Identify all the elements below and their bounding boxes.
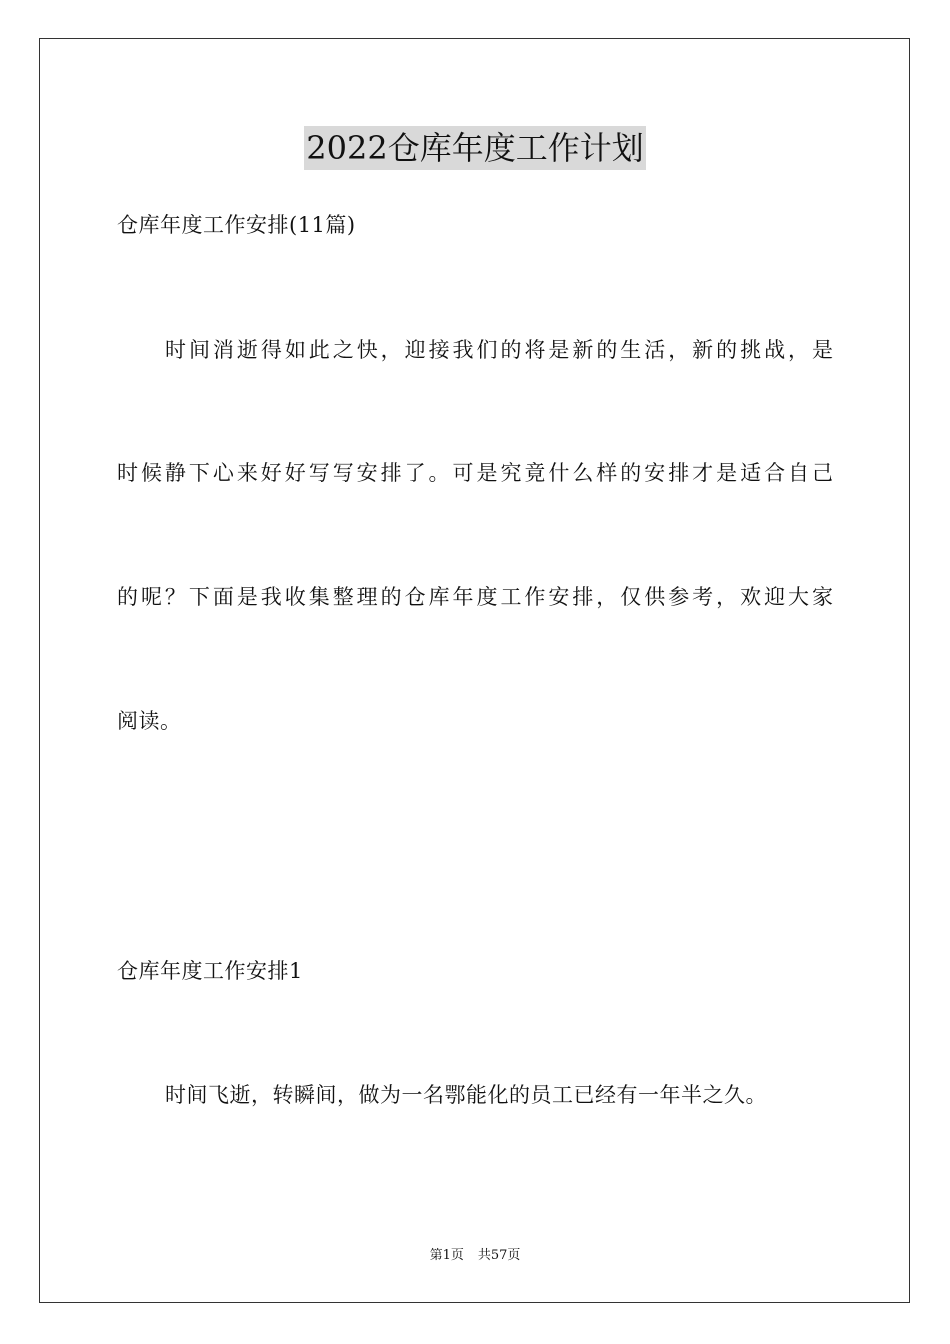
intro-line-3: 的呢？下面是我收集整理的仓库年度工作安排，仅供参考，欢迎大家 <box>117 585 833 609</box>
section-first-line: 时间飞逝，转瞬间，做为一名鄂能化的员工已经有一年半之久。 <box>165 1083 767 1107</box>
section-heading: 仓库年度工作安排1 <box>117 959 303 983</box>
intro-line-2: 时候静下心来好好写写安排了。可是究竟什么样的安排才是适合自己 <box>117 461 833 485</box>
document-title: 2022仓库年度工作计划 <box>304 126 645 170</box>
total-pages: 共57页 <box>477 1248 521 1263</box>
intro-line-1: 时间消逝得如此之快，迎接我们的将是新的生活，新的挑战，是 <box>165 338 833 362</box>
document-subtitle: 仓库年度工作安排(11篇) <box>117 213 356 237</box>
title-container <box>0 126 950 170</box>
page-footer <box>0 1247 950 1265</box>
page-number: 第1页 <box>429 1248 464 1263</box>
intro-line-4: 阅读。 <box>117 709 182 733</box>
